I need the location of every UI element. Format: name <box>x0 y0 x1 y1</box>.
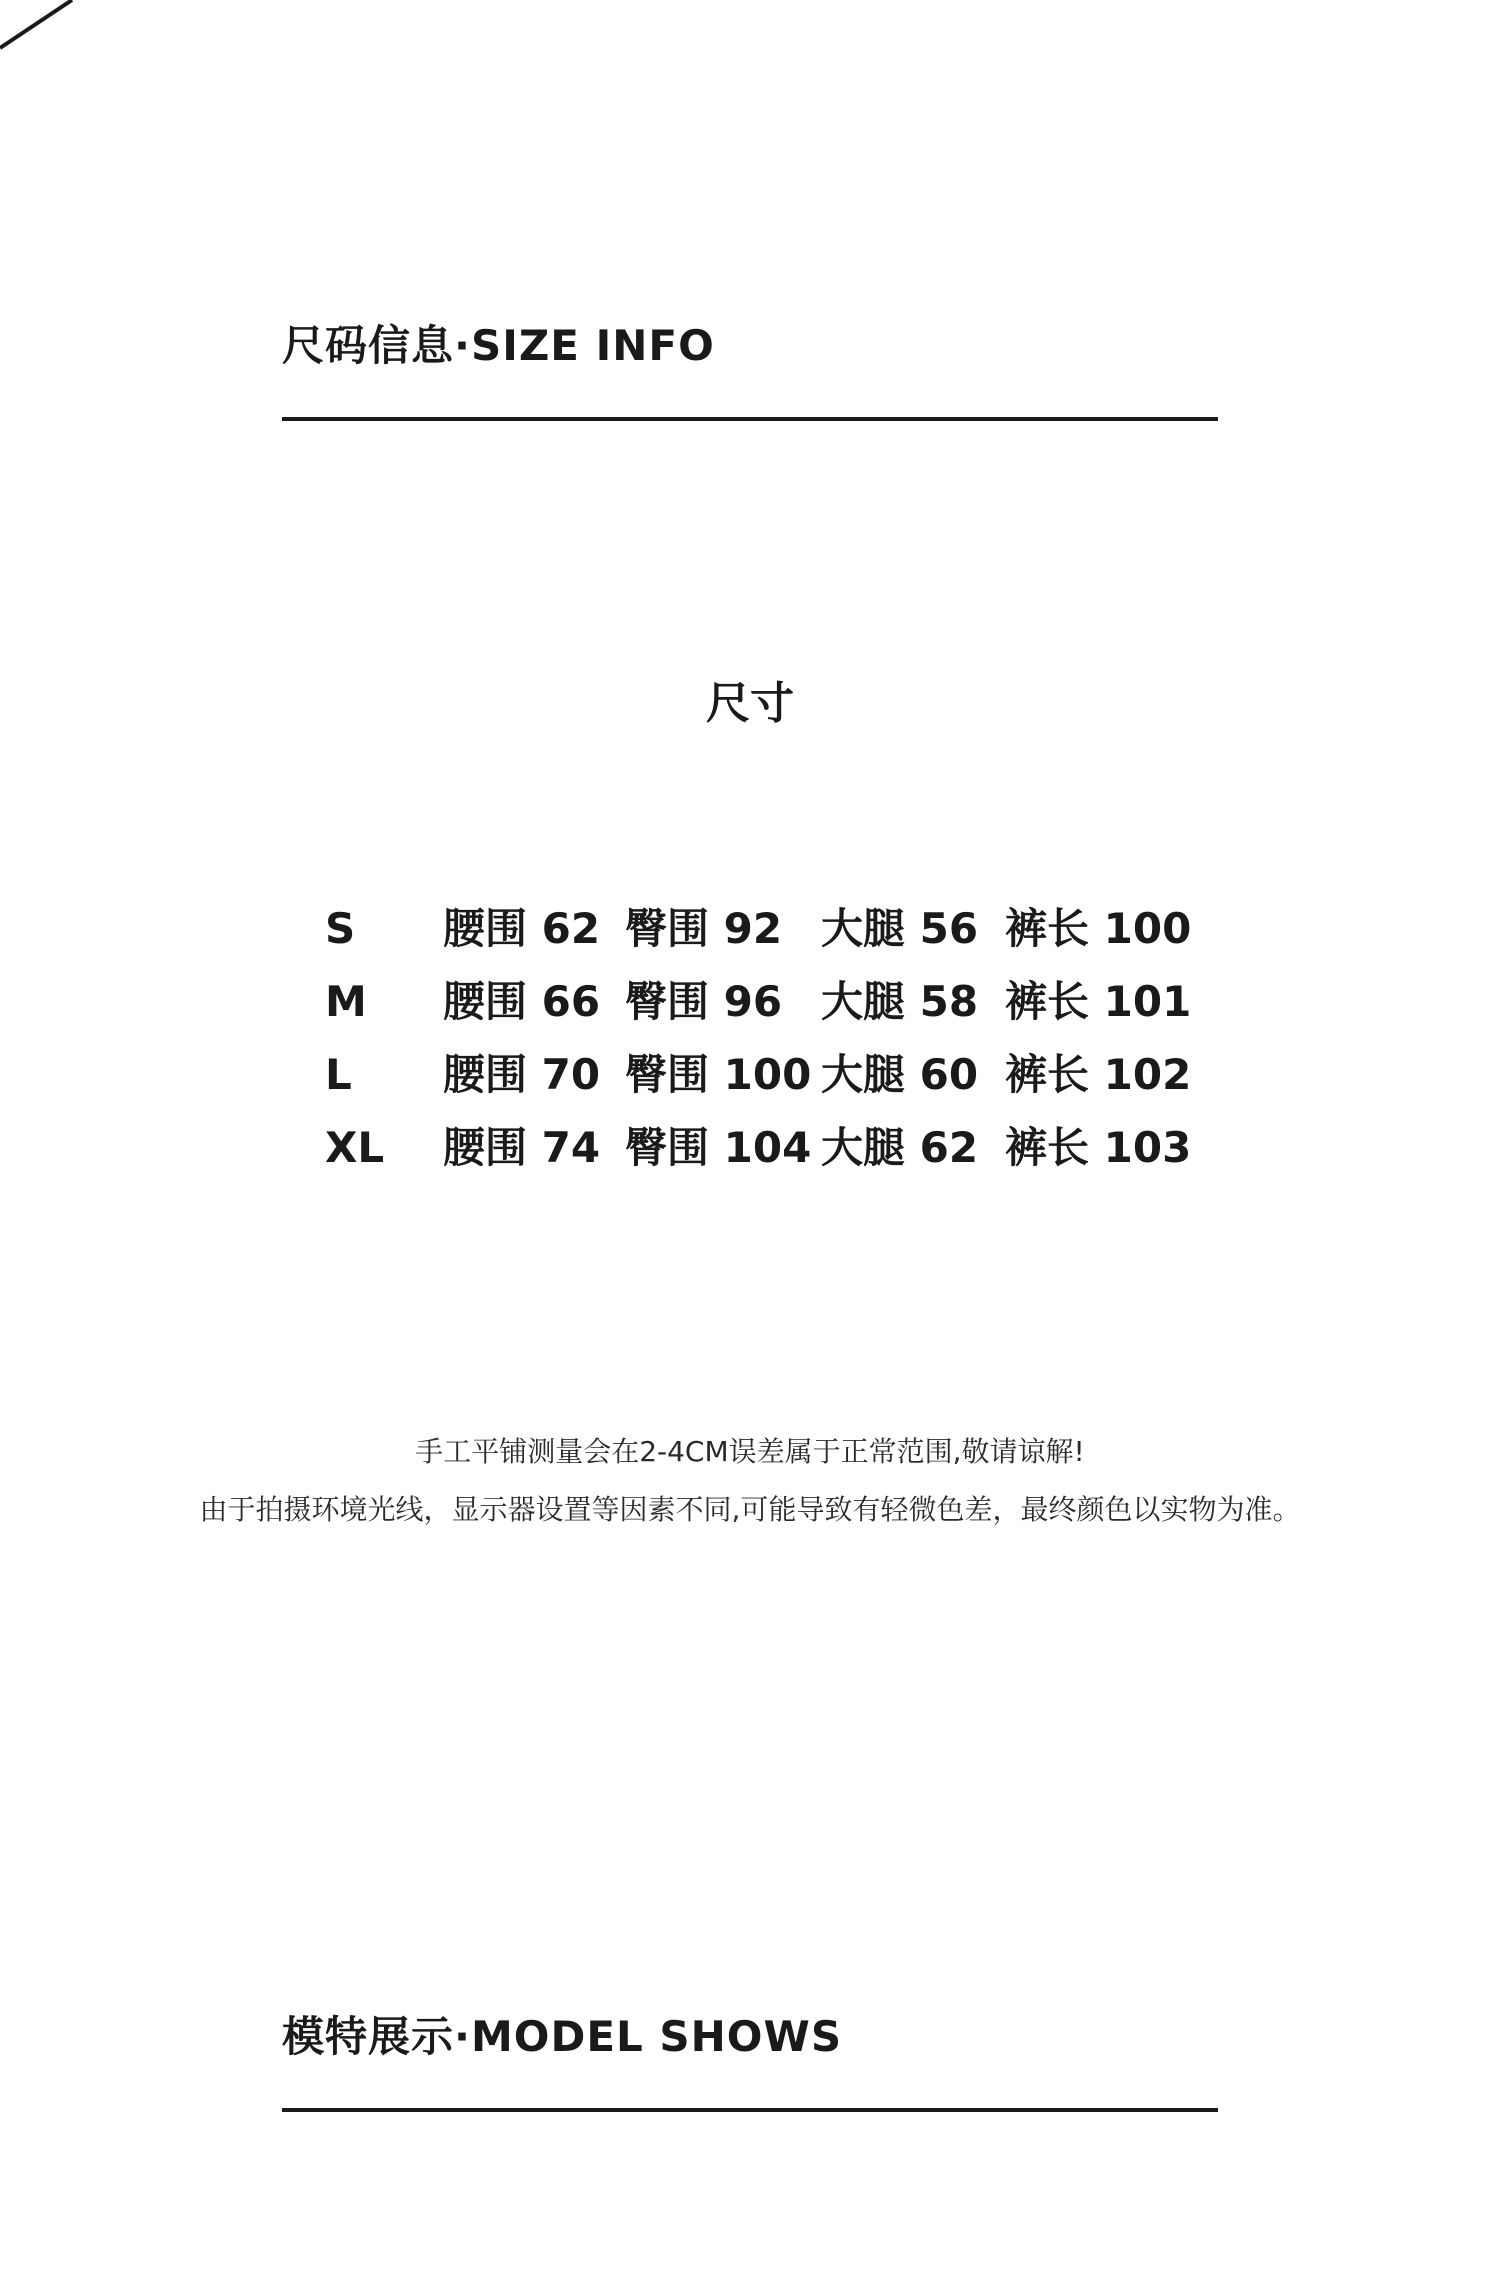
size-label: XL <box>325 1123 385 1172</box>
size-row-m <box>325 977 1205 1054</box>
waist-measurement: 腰围 66 <box>443 977 601 1026</box>
size-info-header <box>282 321 1218 370</box>
waist-measurement: 腰围 74 <box>443 1123 601 1172</box>
model-shows-title: 模特展示·MODEL SHOWS <box>282 2012 843 2061</box>
length-measurement: 裤长 101 <box>1005 977 1192 1026</box>
size-label: S <box>325 904 356 953</box>
hip-measurement: 臀围 104 <box>625 1123 812 1172</box>
color-disclaimer-note: 由于拍摄环境光线，显示器设置等因素不同,可能导致有轻微色差，最终颜色以实物为准。 <box>199 1493 1301 1526</box>
size-row-s <box>325 904 1205 981</box>
length-measurement: 裤长 100 <box>1005 904 1192 953</box>
thigh-measurement: 大腿 58 <box>821 977 979 1026</box>
size-label: M <box>325 977 367 1026</box>
size-label: L <box>325 1050 352 1099</box>
hip-measurement: 臀围 92 <box>625 904 783 953</box>
size-info-title: 尺码信息·SIZE INFO <box>282 321 715 370</box>
size-row-l <box>325 1050 1205 1127</box>
waist-measurement: 腰围 70 <box>443 1050 601 1099</box>
thigh-measurement: 大腿 60 <box>821 1050 979 1099</box>
hip-measurement: 臀围 100 <box>625 1050 812 1099</box>
size-chart-table <box>325 904 1205 1200</box>
size-chart-subtitle: 尺寸 <box>706 678 794 729</box>
thigh-measurement: 大腿 62 <box>821 1123 979 1172</box>
model-shows-divider <box>282 2108 1218 2112</box>
size-info-divider <box>282 417 1218 421</box>
measurement-note: 手工平铺测量会在2-4CM误差属于正常范围,敬请谅解! <box>415 1435 1085 1468</box>
size-row-xl <box>325 1123 1205 1200</box>
thigh-measurement: 大腿 56 <box>821 904 979 953</box>
length-measurement: 裤长 103 <box>1005 1123 1192 1172</box>
hip-measurement: 臀围 96 <box>625 977 783 1026</box>
length-measurement: 裤长 102 <box>1005 1050 1192 1099</box>
corner-decoration-line <box>0 0 120 80</box>
waist-measurement: 腰围 62 <box>443 904 601 953</box>
model-shows-header <box>282 2012 1218 2061</box>
